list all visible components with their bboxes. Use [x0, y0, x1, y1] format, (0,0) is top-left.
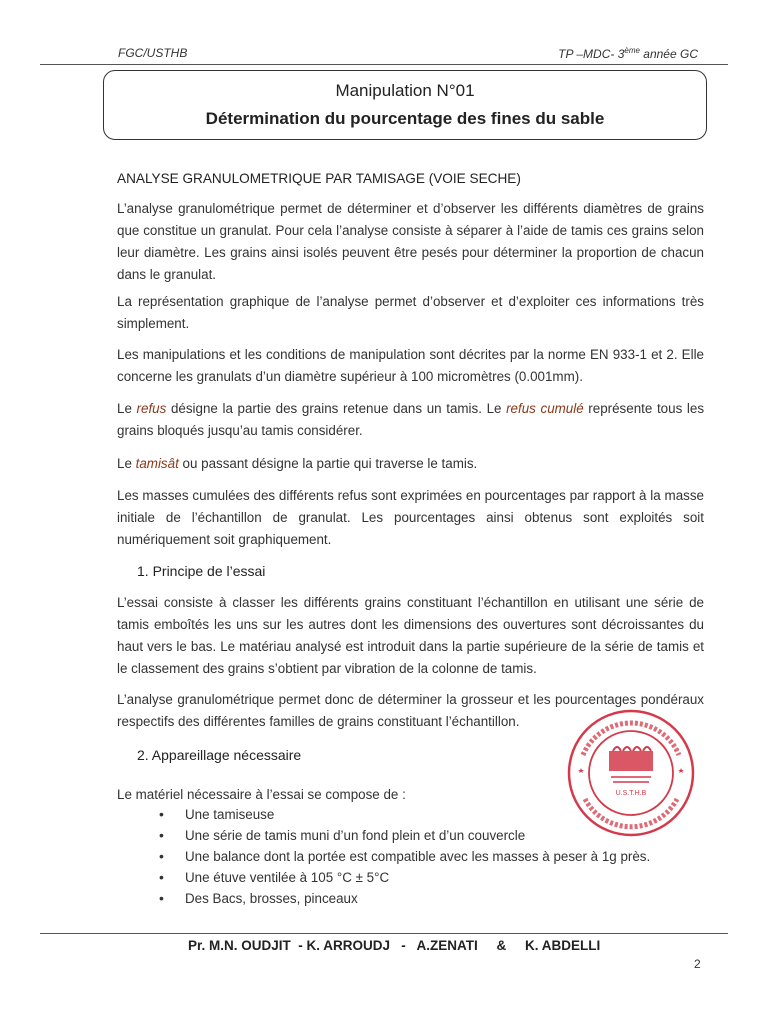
- stamp-outer-ring: [569, 711, 693, 835]
- footer-rule: [40, 933, 728, 934]
- paragraph-3: Les manipulations et les conditions de manipulation sont décrites par la norme EN 933-1 et 2. Elle concerne les granulats d’un diamètre supérieur à 100 micromètres (0.001mm).: [117, 347, 704, 384]
- term-tamisat: tamisât: [135, 456, 179, 471]
- header-right-prefix: TP –MDC- 3: [558, 47, 625, 61]
- official-stamp: [565, 707, 697, 839]
- paragraph-2: La représentation graphique de l’analyse permet d’observer et d’exploiter ces informations très simplement.: [117, 294, 704, 331]
- term-refus-cumule: refus cumulé: [506, 401, 584, 416]
- paragraph-8: L’analyse granulométrique permet donc de déterminer la grosseur et les pourcentages pondéraux respectifs des différentes familles de grains constituant l’échantillon.: [117, 692, 704, 729]
- page-title-line1: Manipulation N°01: [335, 81, 475, 100]
- paragraph-7: L’essai consiste à classer les différents grains constituant l’échantillon en utilisant une série de tamis emboîtés les uns sur les autres dont les dimensions des ouvertures sont décroissantes du haut vers le bas. Le matériau analysé est introduit dans la partie supérieure de la série de tamis et le classement des grains s’obtient par vibration de la colonne de tamis.: [117, 595, 704, 676]
- list-item: • Une étuve ventilée à 105 °C ± 5°C: [157, 867, 650, 888]
- header-right: [558, 46, 698, 61]
- header-right-sup: ème: [624, 46, 640, 55]
- p4-text-a: Le: [117, 401, 137, 416]
- paragraph-1: L’analyse granulométrique permet de déterminer et d’observer les différents diamètres de grains que constitue un granulat. Pour cela l’analyse consiste à séparer à l’aide de tamis ces grains selon leur diamètre. Les grains ainsi isolés peuvent être pesés pour déterminer la proportion de chacun dans le granulat.: [117, 201, 704, 282]
- p4-text-b: désigne la partie des grains retenue dans un tamis. Le: [166, 401, 507, 416]
- paragraph-5: [117, 453, 704, 475]
- title-box: [103, 70, 707, 140]
- stamp-inner-ring: [589, 731, 673, 815]
- term-refus: refus: [136, 401, 167, 416]
- header-left: FGC/USTHB: [118, 46, 188, 60]
- list-item: • Une tamiseuse: [157, 804, 650, 825]
- page-number: 2: [694, 957, 701, 971]
- section-1-title: 1. Principe de l’essai: [137, 563, 266, 579]
- stamp-text: U.S.T.H.B: [615, 790, 647, 797]
- p5-text-a: Le: [117, 456, 136, 471]
- stamp-graphic: [569, 711, 693, 835]
- list-item: • Une série de tamis muni d’un fond plein et d’un couvercle: [157, 825, 650, 846]
- section-heading: ANALYSE GRANULOMETRIQUE PAR TAMISAGE (VOIE SECHE): [117, 171, 521, 186]
- list-item: • Des Bacs, brosses, pinceaux: [157, 888, 650, 909]
- list-item: • Une balance dont la portée est compatible avec les masses à peser à 1g près.: [157, 846, 650, 867]
- p5-text-b: ou passant désigne la partie qui traverse le tamis.: [178, 456, 478, 471]
- header-right-suffix: année GC: [639, 47, 698, 61]
- page-title-line2: Détermination du pourcentage des fines du sable: [205, 109, 605, 128]
- footer-authors: Pr. M.N. OUDJIT - K. ARROUDJ - A.ZENATI & K. ABDELLI: [188, 938, 601, 953]
- paragraph-6: Les masses cumulées des différents refus sont exprimées en pourcentages par rapport à la masse initiale de l’échantillon de granulat. Les pourcentages ainsi obtenus sont exploités soit numériquement soit graphiquement.: [117, 488, 704, 547]
- header-rule: [40, 64, 728, 65]
- section-2-title: 2. Appareillage nécessaire: [137, 747, 302, 763]
- p4-text-c: représente tous les grains bloqués jusqu’au tamis considérer.: [117, 401, 705, 438]
- paragraph-4: [117, 398, 704, 442]
- paragraph-9: Le matériel nécessaire à l’essai se compose de :: [117, 787, 406, 802]
